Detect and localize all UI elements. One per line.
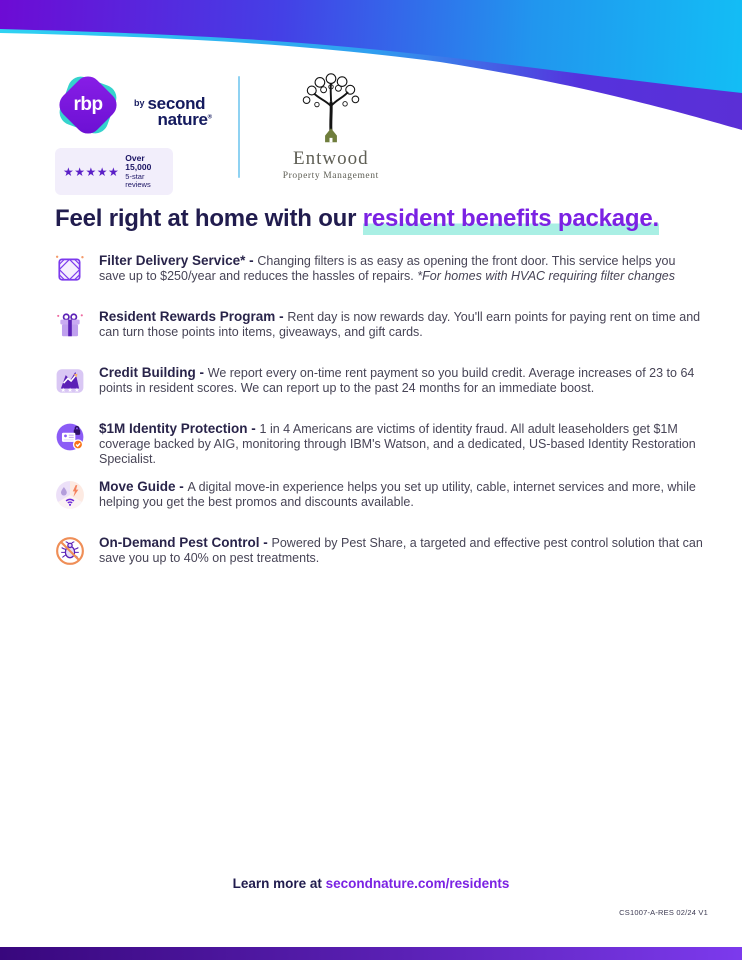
partner-name: Entwood bbox=[292, 148, 369, 169]
benefit-title: Move Guide bbox=[99, 479, 176, 495]
benefit-description: We report every on-time rent payment so you build credit. Average increases of 23 to 64 points in resident scores. We can report up to the past 24 months for an immediate boost. bbox=[99, 366, 695, 395]
benefit-title: Resident Rewards Program bbox=[99, 309, 276, 324]
benefit-identity-protection: $1M Identity Protection - 1 in 4 Americans are victims of identity fraud. All adult leaseholders get $1M coverage backed by AIG, monitoring through IBM's Watson, and a dedicated, US-based Identity Restoration Specialist. bbox=[55, 421, 703, 466]
partner-subtitle: Property Management bbox=[282, 171, 379, 181]
second-nature-wordmark: second nature® bbox=[147, 94, 212, 129]
residents-url-link[interactable]: secondnature.com/residents bbox=[325, 876, 510, 891]
benefit-title: On-Demand Pest Control bbox=[99, 535, 260, 551]
benefit-description: Powered by Pest Share, a targeted and effective pest control solution that can save you up to 40% on pest treatments. bbox=[99, 536, 703, 566]
reviews-count: Over 15,000 bbox=[125, 153, 152, 173]
benefits-list bbox=[55, 253, 703, 578]
page-title: Feel right at home with our resident benefits package. bbox=[55, 205, 705, 233]
benefit-title: $1M Identity Protection bbox=[99, 421, 248, 436]
benefit-resident-rewards: Resident Rewards Program - Rent day is now rewards day. You'll earn points for paying rent on time and can turn those points into items, giveaways, and gift cards. bbox=[55, 309, 703, 352]
benefit-description: Changing filters is as easy as opening the front door. This service helps you save up to $250/year and reduces the hassles of repairs. bbox=[99, 254, 676, 283]
rbp-logo-icon bbox=[55, 72, 121, 138]
benefit-filter-delivery: Filter Delivery Service* - Changing filters is as easy as opening the front door. This service helps you save up to $250/year and reduces the hassles of repairs. *For homes with HVAC requiring filter changes bbox=[55, 253, 703, 296]
benefit-move-guide: Move Guide - A digital move-in experience helps you set up utility, cable, internet services and more, while helping you get the best promos and discounts available. bbox=[55, 479, 703, 522]
learn-more-line: Learn more at secondnature.com/residents bbox=[232, 876, 510, 891]
bottom-gradient-bar bbox=[0, 947, 742, 960]
benefit-description: Rent day is now rewards day. You'll earn points for paying rent on time and can turn those points into items, giveaways, and gift cards. bbox=[99, 310, 701, 339]
benefit-description: A digital move-in experience helps you set up utility, cable, internet services and more, while helping you get the best promos and discounts available. bbox=[99, 480, 696, 510]
brand-row bbox=[55, 72, 396, 195]
benefit-title: Credit Building bbox=[99, 365, 196, 380]
document-code: CS1007-A-RES 02/24 V1 bbox=[619, 908, 708, 917]
no-pests-icon bbox=[55, 536, 85, 566]
logo-divider bbox=[238, 76, 240, 178]
reviews-subtitle: 5-star reviews bbox=[125, 171, 151, 189]
reviews-badge bbox=[55, 148, 173, 195]
highlighted-title-text: resident benefits package. bbox=[363, 205, 659, 235]
utilities-circle-icon bbox=[55, 480, 85, 510]
rbp-second-nature-logo bbox=[55, 72, 212, 138]
credit-score-icon bbox=[55, 366, 85, 396]
benefit-description: 1 in 4 Americans are victims of identity fraud. All adult leaseholders get $1M coverage backed by AIG, monitoring through IBM's Watson, and a dedicated, US-based Identity Restoration Specialist. bbox=[99, 422, 696, 466]
five-stars-icon: ★★★★★ bbox=[63, 164, 120, 179]
gift-icon bbox=[55, 310, 85, 340]
benefit-pest-control: On-Demand Pest Control - Powered by Pest Share, a targeted and effective pest control solution that can save you up to 40% on pest treatments. bbox=[55, 535, 703, 578]
benefit-title: Filter Delivery Service* bbox=[99, 253, 246, 268]
curly-tree-icon bbox=[285, 72, 377, 146]
svg-text:★ ★ ★: ★ ★ ★ bbox=[60, 387, 80, 394]
air-filter-icon bbox=[55, 254, 85, 284]
benefit-note: *For homes with HVAC requiring filter changes bbox=[413, 268, 676, 283]
rbp-logo-text: rbp bbox=[73, 94, 103, 115]
by-label: by bbox=[134, 98, 145, 109]
identity-shield-icon bbox=[55, 422, 85, 452]
partner-logo bbox=[266, 72, 396, 181]
benefit-credit-building: ★ ★ ★ Credit Building - We report every on-time rent payment so you build credit. Average increases of 23 to 64 points in resident scores. We can report up to the past 24 months for an immediate boost. bbox=[55, 365, 703, 408]
